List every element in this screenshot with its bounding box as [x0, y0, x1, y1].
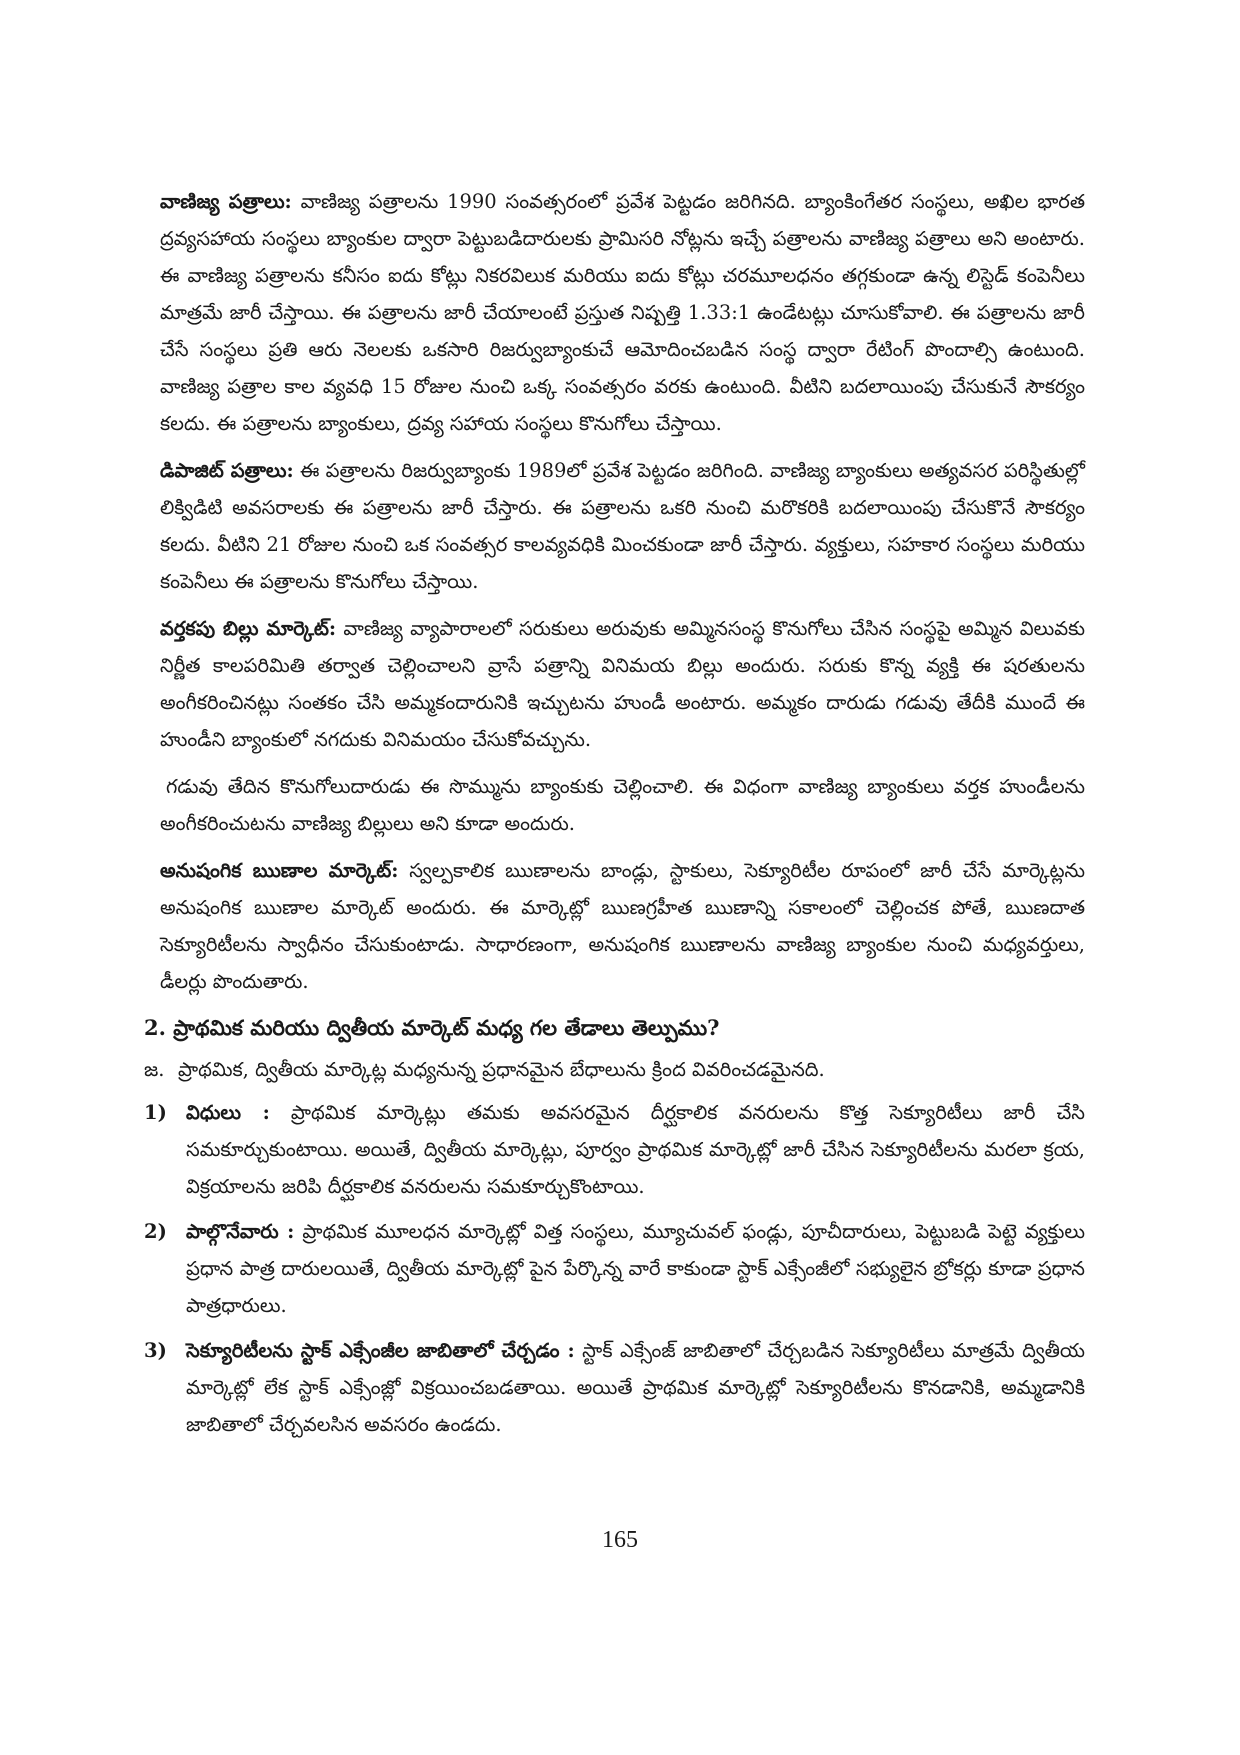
paragraph-text: వాణిజ్య పత్రాలను 1990 సంవత్సరంలో ప్రవేశ పెట్టడం జరిగినది. బ్యాంకింగేతర సంస్థలు, అఖిల భారత ద్రవ్యసహాయ సంస్థలు బ్యాంకుల ద్వారా పెట్టుబడిదారులకు ప్రామిసరి నోట్లను ఇచ్చే పత్రాలను వాణిజ్య పత్రాలు అని అంటారు. ఈ వాణిజ్య పత్రాలను కనీసం ఐదు కోట్లు నికరవిలుక మరియు ఐదు కోట్లు చరమూలధనం తగ్గకుండా ఉన్న లిస్టెడ్ కంపెనీలు మాత్రమే జారీ చేస్తాయి. ఈ పత్రాలను జారీ చేయాలంటే ప్రస్తుత నిష్పత్తి 1.33:1 ఉండేటట్లు చూసుకోవాలి. ఈ పత్రాలను జారీ చేసే సంస్థలు ప్రతి ఆరు నెలలకు ఒకసారి రిజర్వుబ్యాంకుచే ఆమోదించబడిన సంస్థ ద్వారా రేటింగ్ పొందాల్సి ఉంటుంది. వాణిజ్య పత్రాల కాల వ్యవధి 15 రోజుల నుంచి ఒక్క సంవత్సరం వరకు ఉంటుంది. వీటిని బదలాయింపు చేసుకునే సౌకర్యం కలదు. ఈ పత్రాలను బ్యాంకులు, ద్రవ్య సహాయ సంస్థలు కొనుగోలు చేస్తాయి.: [160, 190, 1085, 435]
point-body: స్టాక్ ఎక్సేంజ్ జాబితాలో చేర్చబడిన సెక్యూరిటీలు మాత్రమే ద్వితీయ మార్కెట్లో లేక స్టాక్ ఎక్సేంజ్లో విక్రయించబడతాయి. అయితే ప్రాథమిక మార్కెట్లో సెక్యూరిటీలను కొనడానికి, అమ్మడానికి జాబితాలో చేర్చవలసిన అవసరం ఉండదు.: [186, 1339, 1085, 1436]
point-text: [166, 1332, 1085, 1443]
page-content: [144, 183, 1085, 1451]
paragraph-commercial-papers: [160, 183, 1085, 442]
paragraph-text: గడువు తేదిన కొనుగోలుదారుడు ఈ సొమ్మును బ్యాంకుకు చెల్లించాలి. ఈ విధంగా వాణిజ్య బ్యాంకులు వర్తక హుండీలను అంగీకరించుటను వాణిజ్య బిల్లులు అని కూడా అందురు.: [160, 775, 1085, 835]
answer-prefix: జ.: [144, 1058, 165, 1081]
paragraph-collateral-loan-market: [160, 852, 1085, 1000]
point-participants: [144, 1213, 1085, 1324]
point-term: సెక్యూరిటీలను స్టాక్ ఎక్సేంజీల జాబితాలో చేర్చడం :: [186, 1339, 575, 1362]
point-number: 1): [144, 1101, 167, 1124]
point-body: ప్రాథమిక మూలధన మార్కెట్లో విత్త సంస్థలు, మ్యూచువల్ ఫండ్లు, పూచీదారులు, పెట్టుబడి పెట్టె వ్యక్తులు ప్రధాన పాత్ర దారులయితే, ద్వితీయ మార్కెట్లో పైన పేర్కొన్న వారే కాకుండా స్టాక్ ఎక్సేంజీలో సభ్యులైన బ్రోకర్లు కూడా ప్రధాన పాత్రధారులు.: [186, 1220, 1085, 1317]
point-term: పాల్గొనేవారు :: [186, 1220, 295, 1243]
paragraph-text: స్వల్పకాలిక ఋణాలను బాండ్లు, స్టాకులు, సెక్యూరిటీల రూపంలో జారీ చేసే మార్కెట్లను అనుషంగిక ఋణాల మార్కెట్ అందురు. ఈ మార్కెట్లో ఋణగ్రహీత ఋణాన్ని సకాలంలో చెల్లించక పోతే, ఋణదాత సెక్యూరిటీలను స్వాధీనం చేసుకుంటాడు. సాధారణంగా, అనుషంగిక ఋణాలను వాణిజ్య బ్యాంకుల నుంచి మధ్యవర్తులు, డీలర్లు పొందుతారు.: [160, 859, 1085, 993]
paragraph-deposit-certificates: [160, 452, 1085, 600]
point-term: విధులు :: [186, 1101, 270, 1124]
point-listing: [144, 1332, 1085, 1443]
paragraph-text: వాణిజ్య వ్యాపారాలలో సరుకులు అరువుకు అమ్మినసంస్థ కొనుగోలు చేసిన సంస్థపై అమ్మిన విలువకు నిర్ణీత కాలపరిమితి తర్వాత చెల్లించాలని వ్రాసే పత్రాన్ని వినిమయ బిల్లు అందురు. సరుకు కొన్న వ్యక్తి ఈ షరతులను అంగీకరించినట్లు సంతకం చేసి అమ్మకందారునికి ఇచ్చుటను హుండీ అంటారు. అమ్మకం దారుడు గడువు తేదీకి ముందే ఈ హుండీని బ్యాంకులో నగదుకు వినిమయం చేసుకోవచ్చును.: [160, 617, 1085, 751]
term-trade-bill-market: వర్తకపు బిల్లు మార్కెట్:: [160, 617, 337, 640]
term-commercial-papers: వాణిజ్య పత్రాలు:: [160, 190, 292, 213]
point-number: 3): [144, 1339, 167, 1362]
question-heading: 2. ప్రాథమిక మరియు ద్వితీయ మార్కెట్ మధ్య గల తేడాలు తెల్పుము?: [144, 1015, 720, 1040]
point-text: [166, 1213, 1085, 1324]
paragraph-text: ఈ పత్రాలను రిజర్వుబ్యాంకు 1989లో ప్రవేశ పెట్టడం జరిగింది. వాణిజ్య బ్యాంకులు అత్యవసర పరిస్థితుల్లో లిక్విడిటి అవసరాలకు ఈ పత్రాలను జారీ చేస్తారు. ఈ పత్రాలను ఒకరి నుంచి మరొకరికి బదలాయింపు చేసుకొనే సౌకర్యం కలదు. వీటిని 21 రోజుల నుంచి ఒక సంవత్సర కాలవ్యవధికి మించకుండా జారీ చేస్తారు. వ్యక్తులు, సహకార సంస్థలు మరియు కంపెనీలు ఈ పత్రాలను కొనుగోలు చేస్తాయి.: [160, 459, 1085, 593]
answer-text: ప్రాథమిక, ద్వితీయ మార్కెట్ల మధ్యనున్న ప్రధానమైన బేధాలును క్రింద వివరించడమైనది.: [178, 1058, 825, 1081]
paragraph-trade-bill-market: [160, 610, 1085, 758]
paragraph-due-date: [160, 768, 1085, 842]
term-deposit-certificates: డిపాజిట్ పత్రాలు:: [160, 459, 294, 482]
term-collateral-loan-market: అనుషంగిక ఋణాల మార్కెట్:: [160, 859, 399, 882]
point-body: ప్రాథమిక మార్కెట్లు తమకు అవసరమైన దీర్ఘకాలిక వనరులను కొత్త సెక్యూరిటీలు జారీ చేసి సమకూర్చుకుంటాయి. అయితే, ద్వితీయ మార్కెట్లు, పూర్వం ప్రాథమిక మార్కెట్లో జారీ చేసిన సెక్యూరిటీలను మరలా క్రయ, విక్రయాలను జరిపి దీర్ఘకాలిక వనరులను సమకూర్చుకొంటాయి.: [186, 1101, 1085, 1198]
point-text: [166, 1094, 1085, 1205]
answer-intro: [144, 1052, 1085, 1088]
page-number: 165: [602, 1527, 638, 1553]
point-functions: [144, 1094, 1085, 1205]
point-number: 2): [144, 1220, 167, 1243]
